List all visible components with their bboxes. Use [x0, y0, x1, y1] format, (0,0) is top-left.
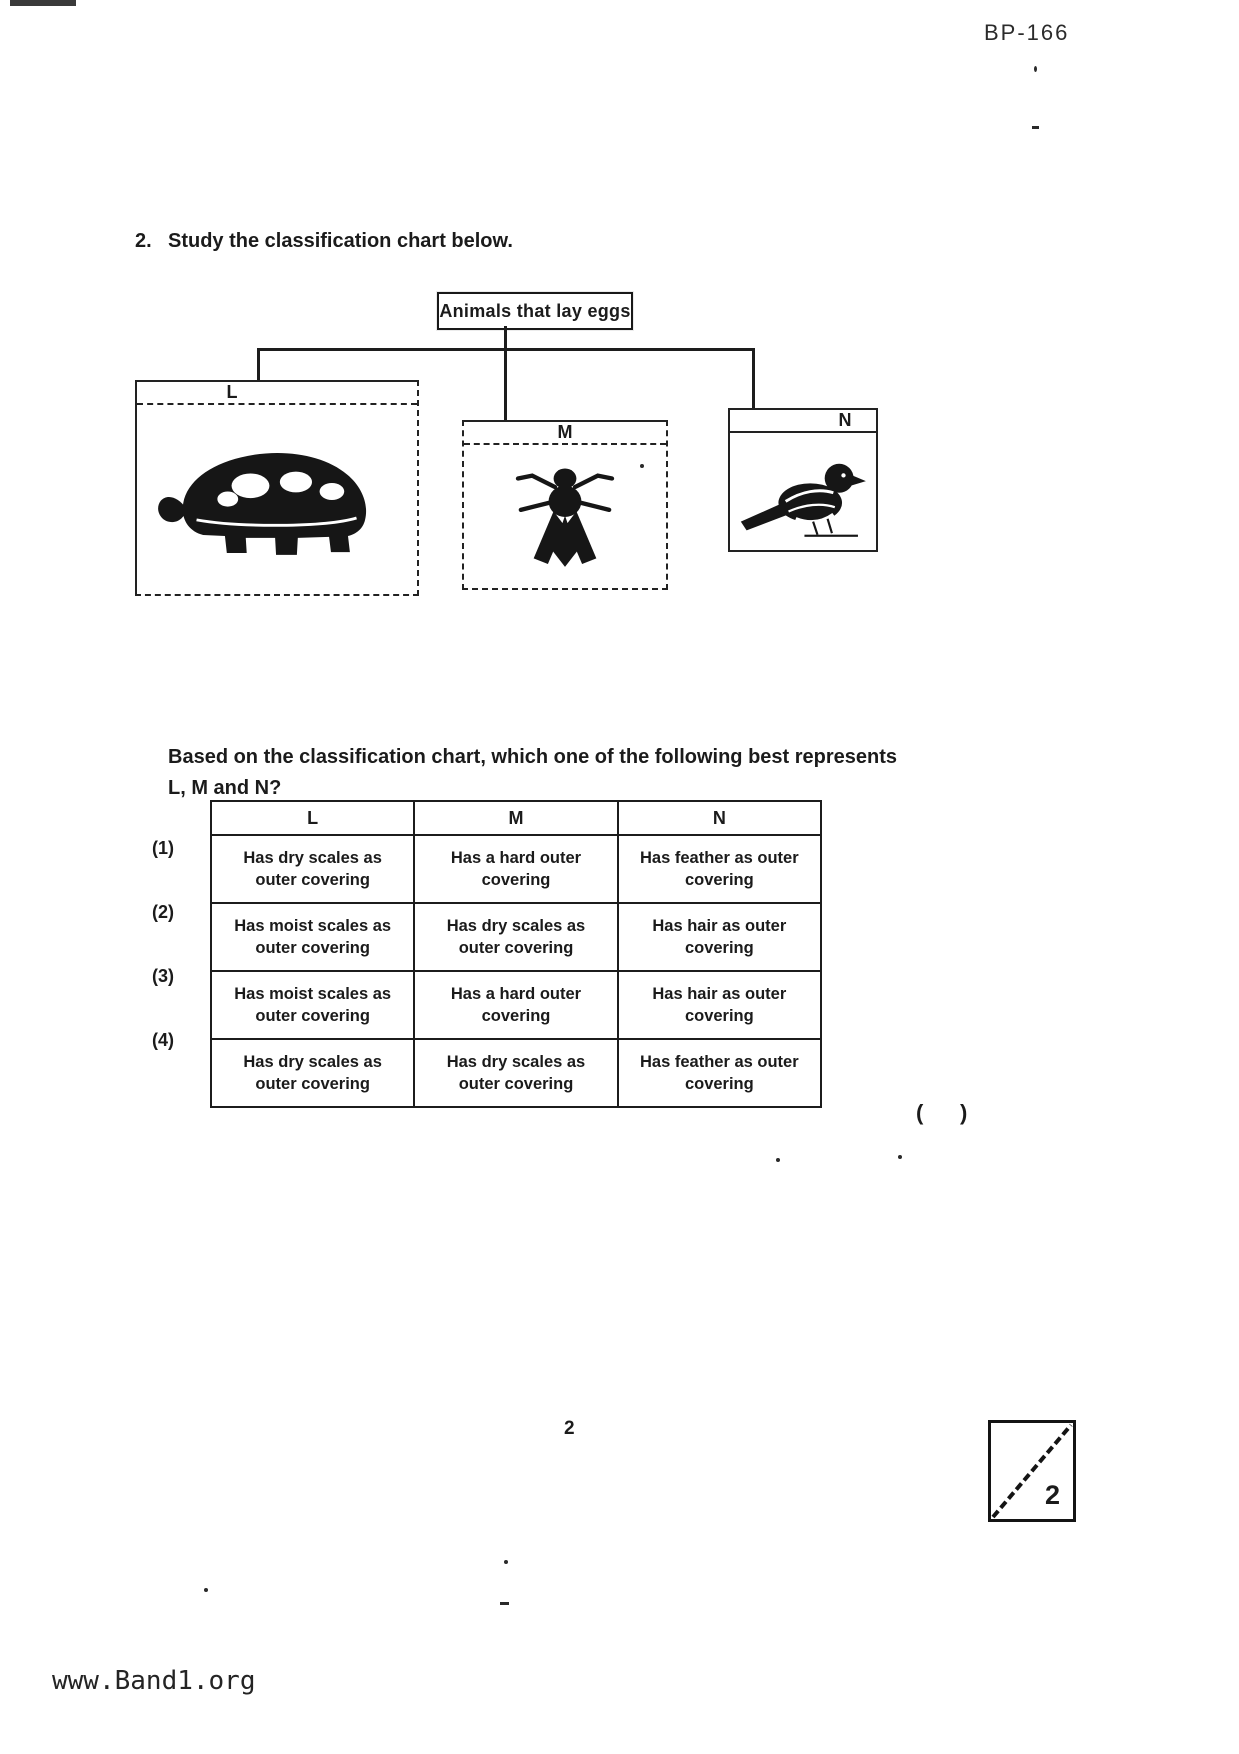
connector-drop-middle [504, 348, 507, 422]
footer-url: www.Band1.org [52, 1666, 256, 1696]
branch-box-L [135, 380, 419, 596]
doc-code: BP-166 [984, 20, 1070, 45]
tortoise-image [137, 405, 417, 594]
cell-4-N: Has feather as outer covering [618, 1039, 821, 1107]
branch-label-N: N [730, 410, 876, 433]
scan-speck [500, 1602, 509, 1605]
answer-bracket: ( ) [916, 1100, 968, 1125]
scan-speck [640, 464, 644, 468]
cell-4-L: Has dry scales as outer covering [211, 1039, 414, 1107]
branch-label-M: M [464, 422, 666, 445]
scan-speck [1032, 126, 1039, 129]
scan-speck [204, 1588, 208, 1592]
table-row [211, 835, 821, 903]
marks-diagonal-line [991, 1423, 1073, 1519]
chart-title-box [437, 292, 633, 330]
cell-3-L: Has moist scales as outer covering [211, 971, 414, 1039]
table-header-row [211, 801, 821, 835]
col-header-N: N [618, 801, 821, 835]
option-label-4: (4) [152, 1030, 174, 1050]
cell-3-M: Has a hard outer covering [414, 971, 617, 1039]
cell-2-M: Has dry scales as outer covering [414, 903, 617, 971]
cell-1-N: Has feather as outer covering [618, 835, 821, 903]
options-table [210, 800, 822, 1108]
cell-2-N: Has hair as outer covering [618, 903, 821, 971]
scan-artifact-bar [10, 0, 76, 6]
question-prompt: Study the classification chart below. [168, 230, 513, 252]
option-label-1: (1) [152, 838, 174, 858]
table-row [211, 1039, 821, 1107]
branch-label-L: L [137, 382, 417, 405]
scan-speck [898, 1155, 902, 1159]
table-row [211, 903, 821, 971]
connector-drop-left [257, 348, 260, 382]
table-row [211, 971, 821, 1039]
connector-stem [504, 326, 507, 350]
sub-question: Based on the classification chart, which one of the following best represents L, M and N? [168, 746, 898, 799]
marks-box [988, 1420, 1076, 1522]
chart-title: Animals that lay eggs [439, 300, 631, 321]
cell-3-N: Has hair as outer covering [618, 971, 821, 1039]
bird-image [730, 433, 876, 550]
scan-speck [776, 1158, 780, 1162]
option-label-2: (2) [152, 902, 174, 922]
cell-2-L: Has moist scales as outer covering [211, 903, 414, 971]
scan-speck [504, 1560, 508, 1564]
branch-box-N [728, 408, 878, 552]
col-header-M: M [414, 801, 617, 835]
branch-box-M [462, 420, 668, 590]
fly-image [464, 445, 666, 588]
marks-score: 2 [1044, 1480, 1060, 1510]
option-label-3: (3) [152, 966, 174, 986]
page-number: 2 [564, 1418, 575, 1439]
cell-1-L: Has dry scales as outer covering [211, 835, 414, 903]
connector-drop-right [752, 348, 755, 410]
cell-4-M: Has dry scales as outer covering [414, 1039, 617, 1107]
col-header-L: L [211, 801, 414, 835]
cell-1-M: Has a hard outer covering [414, 835, 617, 903]
scan-speck [1034, 66, 1037, 72]
question-number: 2. [135, 230, 152, 252]
